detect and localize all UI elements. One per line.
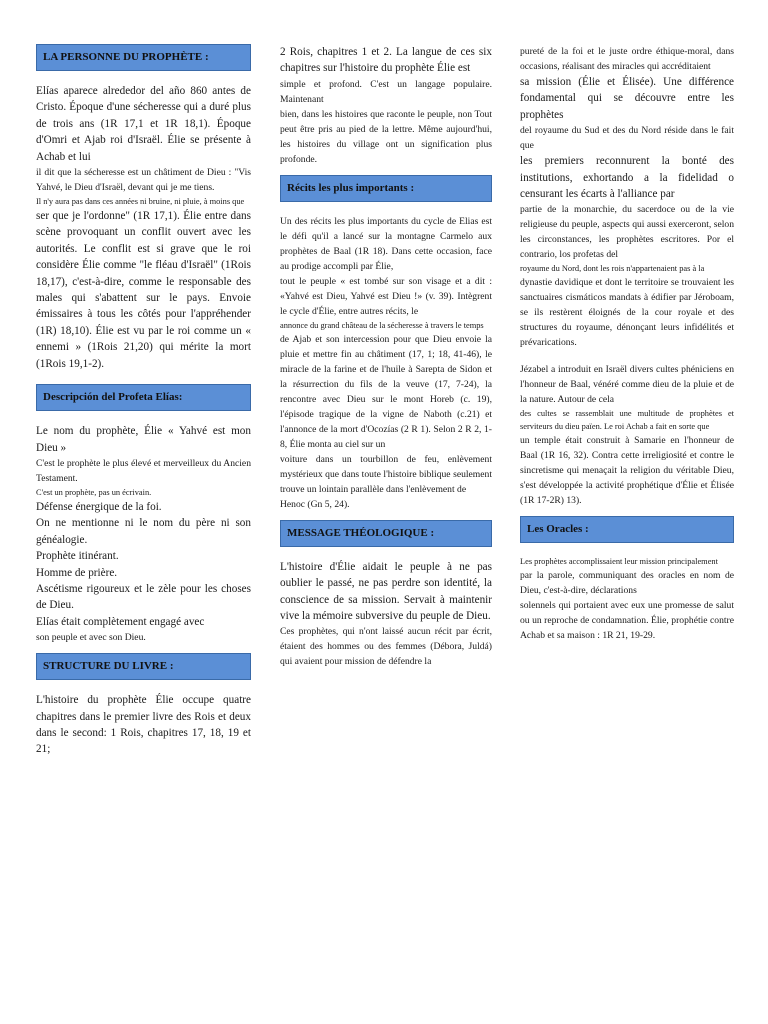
paragraph-small: Ces prophètes, qui n'ont laissé aucun récit par écrit, étaient des hommes ou des femmes (Débora, Juldá) qui avaient pour mission de défendre la [280,626,492,668]
paragraph-small: C'est le prophète le plus élevé et merveilleux du Ancien Testament. [36,457,251,484]
section-heading-descripcion: Descripción del Profeta Elías: [36,384,251,411]
paragraph-small: son peuple et avec son Dieu. [36,632,146,644]
paragraph: Défense énergique de la foi. [36,500,162,513]
paragraph-small: il dit que la sécheresse est un châtiment de Dieu : "Vis Yahvé, le Dieu d'Israël, devant qui je me tiens. [36,167,251,194]
paragraph-small: Un des récits les plus importants du cycle de Elias est le défi qu'il a lancé sur la montagne Carmelo aux prophètes de Baal (1R 18). Dans cette occasion, face au prodige accompli par Élie, [280,215,492,272]
section-heading-oracles: Les Oracles : [520,516,734,543]
paragraph-tiny: royaume du Nord, dont les rois n'appartenaient pas à la [520,264,705,274]
paragraph-tiny: C'est un prophète, pas un écrivain. [36,487,152,497]
column-right [520,44,734,643]
paragraph: 2 Rois, chapitres 1 et 2. La langue de ces six chapitres sur l'histoire du prophète Élie est [280,46,492,75]
paragraph-small: par la parole, communiquant des oracles en nom de Dieu, c'est-à-dire, déclarations [520,570,734,597]
paragraph-tiny: annonce du grand château de la sécheresse à travers le temps [280,320,484,330]
paragraph-small: dynastie davidique et dont le territoire se trouvaient les sanctuaires cismáticos mandats à édifier par Jéroboam, se ils restèrent éloignés de la cour royale et des structures du royaume, dénonçant leurs infidélités et prévarications. [520,277,734,349]
paragraph: L'histoire du prophète Élie occupe quatre chapitres dans le premier livre des Rois et deux dans le second: 1 Rois, chapitres 17, 18, 19 et 21; [36,694,251,756]
section-heading-message: MESSAGE THÉOLOGIQUE : [280,520,492,547]
paragraph-small: voiture dans un tourbillon de feu, enlèvement mystérieux que dans toute l'histoire biblique seulement trouve un lointain parallèle dans l'enlèvement de [280,453,492,495]
paragraph-tiny: Il n'y aura pas dans ces années ni bruine, ni pluie, à moins que [36,197,245,207]
paragraph: Ascétisme rigoureux et le zèle pour les choses de Dieu. [36,582,251,612]
paragraph: On ne mentionne ni le nom du père ni son généalogie. [36,517,251,546]
paragraph-tiny: Les prophètes accomplissaient leur mission principalement [520,557,718,567]
column-left [36,44,251,758]
paragraph: Elías était complètement engagé avec [36,615,205,628]
paragraph: L'histoire d'Élie aidait le peuple à ne pas oublier le passé, ne pas perdre son identité, la conscience de sa mission. Servait à maintenir vive la mémoire subversive du peuple de Dieu. [280,560,492,623]
paragraph-small: Henoc (Gn 5, 24). [280,498,350,510]
section-heading-structure: STRUCTURE DU LIVRE : [36,653,251,680]
paragraph: les premiers reconnurent la bonté des institutions, exhortando a la fidelidad o censurant les écarts à l'alliance par [520,155,734,201]
section-heading-personne: LA PERSONNE DU PROPHÈTE : [36,44,251,71]
paragraph-small: partie de la monarchie, du sacerdoce ou de la vie religieuse du peuple, aspects qui aussi exerceront, selon les circonstances, les prophètes escritores. Por el contrario, los profetas del [520,204,734,261]
paragraph: Prophète itinérant. [36,550,119,563]
section-heading-recits: Récits les plus importants : [280,175,492,202]
paragraph-small: de Ajab et son intercession pour que Dieu envoie la pluie et mettre fin au châtiment (17, 1; 18, 41-46), le miracle de la farine et de l'huile à Sarepta de Sidon et la résurrection du fils de la veuve (17, 7-24), la rencontre avec Dieu sur le mont Horeb (c. 19), l'épisode tragique de la vigne de Naboth (c.21) et l'annonce de la mort d'Ocozías (2 R 1). Selon 2 R 2, 1-8, Élie monta au ciel sur un [280,333,492,450]
paragraph-small: Jézabel a introduit en Israël divers cultes phéniciens en l'honneur de Baal, vénéré comme dieu de la pluie et de la nature. Autour de cela [520,364,734,406]
paragraph-small: un temple était construit à Samarie en l'honneur de Baal (1R 16, 32). Contra cette irreligiosité et contre le sincretisme qui menaçait la religion du véritable Dieu, s'est développée la activité prophétique d'Élie et Élisée (1R 17-2R) 13). [520,435,734,507]
column-middle [280,44,492,669]
paragraph: Elías aparece alrededor del año 860 antes de Cristo. Époque d'une sécheresse qui a duré plus de trois ans (1R 17,1 et 1R 18,1). Époque d'Omri et Ajab roi d'Israël. Élie se présente à Achab et lui [36,85,251,163]
paragraph-small: pureté de la foi et le juste ordre éthique-moral, dans occasions, réalisant des miracles qui accréditaient [520,46,734,72]
paragraph-small: simple et profond. C'est un langage populaire. Maintenant [280,78,492,105]
paragraph-small: solennels qui portaient avec eux une promesse de salut ou un reproche de condamnation. Élie, prophétie contre Achab et sa maison : 1R 21, 19-29. [520,600,734,642]
paragraph: Homme de prière. [36,566,118,579]
paragraph: ser que je l'ordonne" (1R 17,1). Élie entre dans scène provoquant un conflit ouvert avec les autorités. Le conflit est si grave que le roi considère Élie comme "le fléau d'Israël" (1Rois 18,17), c'est-à-dire, comme le responsable des males qui s'abattent sur le pays. Envoie émissaires à tous les côtés pour l'appréhender (1R) 18,10). Élie est vu par le roi comme un « ennemi » (1Rois 21,20) qui mérite la mort (1Rois 19,1-2). [36,210,251,370]
paragraph-small: tout le peuple « est tombé sur son visage et a dit : «Yahvé est Dieu, Yahvé est Dieu !» (v. 39). Intègrent le cycle d'Élie, entre autres récits, le [280,275,492,317]
paragraph-small: del royaume du Sud et des du Nord réside dans le fait que [520,125,734,152]
paragraph-tiny: des cultes se rassemblait une multitude de prophètes et serviteurs du dieu païen. Le roi Achab a fait en sorte que [520,409,734,432]
paragraph: sa mission (Élie et Élisée). Une différence fondamental qui se découvre entre les prophètes [520,76,734,121]
paragraph: Le nom du prophète, Élie « Yahvé est mon Dieu » [36,425,251,454]
paragraph-small: bien, dans les histoires que raconte le peuple, non Tout peut être pris au pied de la lettre. Même aujourd'hui, les histoires du village ont un signification plus profonde. [280,108,492,165]
